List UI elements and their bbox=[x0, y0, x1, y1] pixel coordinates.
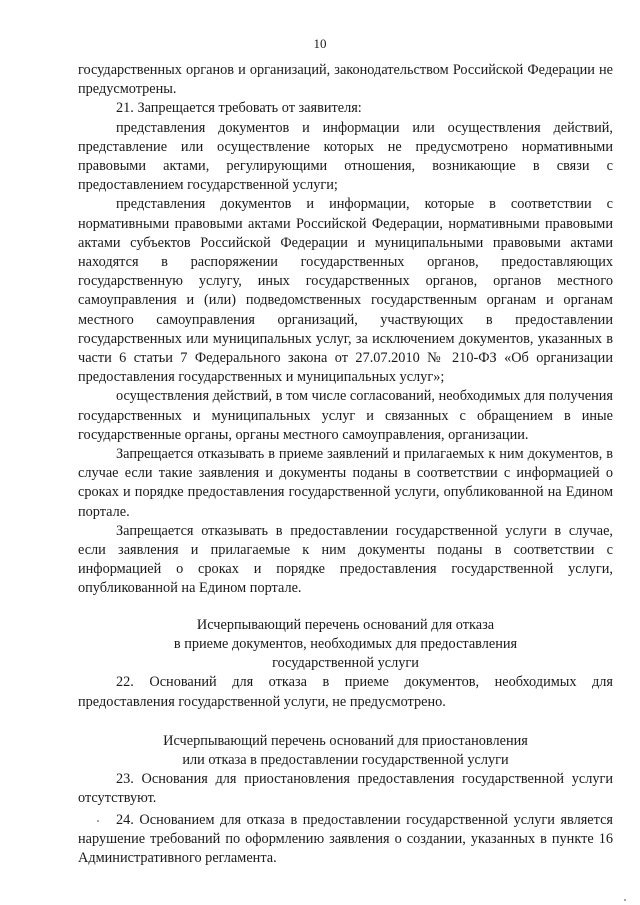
page-number: 10 bbox=[313, 36, 327, 51]
paragraph: представления документов и информации или осуществления действий, представление или осуществление которых не предусмотрено нормативными правовыми актами, регулирующими отношения, возникающие в связи с предоставлением государственной услуги; bbox=[78, 119, 613, 194]
scan-speck bbox=[97, 820, 99, 822]
heading-line: в приеме документов, необходимых для предоставления bbox=[173, 635, 518, 652]
heading-line: государственной услуги bbox=[272, 655, 419, 672]
top-paragraphs bbox=[78, 61, 613, 599]
heading-line: или отказа в предоставлении государственной услуги bbox=[182, 751, 509, 768]
page-content bbox=[78, 61, 613, 868]
paragraph-22: 22. Оснований для отказа в приеме документов, необходимых для предоставления государственной услуги, не предусмотрено. bbox=[78, 674, 613, 710]
paragraph: 21. Запрещается требовать от заявителя: bbox=[116, 100, 362, 117]
paragraph: представления документов и информации, которые в соответствии с нормативными правовыми актами Российской Федерации, нормативными правовыми актами субъектов Российской Федерации и муниципальными правовыми актами находятся в распоряжении государственных органов, предоставляющих государственную услугу, иных государственных органов, органов местного самоуправления и (или) подведомственных государственным органам и органам местного самоуправления организаций, участвующих в предоставлении государственных или муниципальных услуг, за исключением документов, указанных в части 6 статьи 7 Федерального закона от 27.07.2010 № 210-ФЗ «Об организации предоставления государственных и муниципальных услуг»; bbox=[78, 196, 613, 386]
paragraph: государственных органов и организаций, законодательством Российской Федерации не предусмотрены. bbox=[78, 62, 613, 98]
paragraph-24: 24. Основанием для отказа в предоставлении государственной услуги является нарушение требований по оформлению заявления о создании, указанных в пункте 16 Административного регламента. bbox=[78, 811, 613, 866]
paragraph: Запрещается отказывать в приеме заявлений и прилагаемых к ним документов, в случае если такие заявления и документы поданы в соответствии с информацией о сроках и порядке предоставления государственной услуги, опубликованной на Едином портале. bbox=[78, 446, 613, 520]
heading-line: Исчерпывающий перечень оснований для отказа bbox=[196, 616, 495, 633]
section-refusal-acceptance-heading bbox=[78, 616, 613, 674]
scan-speck bbox=[624, 899, 626, 901]
heading-line: Исчерпывающий перечень оснований для приостановления bbox=[163, 732, 528, 749]
paragraph: осуществления действий, в том числе согласований, необходимых для получения государственных и муниципальных услуг и связанных с обращением в иные государственные органы, органы местного самоуправления, организации. bbox=[78, 388, 613, 443]
paragraph-23: 23. Основания для приостановления предоставления государственной услуги отсутствуют. bbox=[78, 771, 613, 807]
section-suspension bbox=[78, 732, 613, 868]
section-refusal-acceptance bbox=[78, 616, 613, 712]
section-suspension-heading bbox=[78, 732, 613, 770]
paragraph: Запрещается отказывать в предоставлении государственной услуги в случае, если заявления и прилагаемые к ним документы поданы в соответствии с информацией о сроках и порядке предоставления государственной услуги, опубликованной на Едином портале. bbox=[78, 522, 613, 597]
